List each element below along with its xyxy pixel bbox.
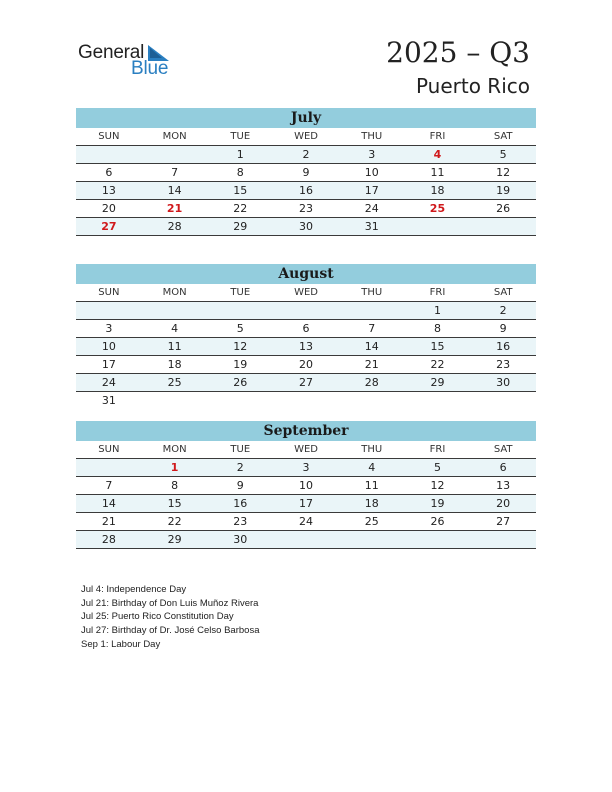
day-cell: 27 [101,220,117,233]
day-cell: 9 [302,166,310,179]
day-cell: 14 [364,340,379,353]
empty-day-cell [207,392,273,409]
day-cell: 9 [236,479,244,492]
week-row [76,459,536,477]
empty-day-cell [273,531,339,548]
week-row [76,392,536,409]
logo-text-general: General [78,42,145,63]
day-cell: 21 [364,358,379,371]
day-cell: 23 [496,358,511,371]
empty-day-cell [273,302,339,319]
page-title: 2025 – Q3 [386,36,530,69]
day-cell: 8 [171,479,179,492]
holiday-note: Sep 1: Labour Day [81,638,161,650]
day-cell: 28 [101,533,116,546]
day-cell: 1 [236,148,244,161]
empty-day-cell [142,302,208,319]
week-row [76,218,536,236]
empty-day-cell [470,218,536,235]
empty-day-cell [207,302,273,319]
empty-day-cell [339,392,405,409]
empty-day-cell [470,531,536,548]
day-cell: 9 [499,322,507,335]
day-cell: 16 [299,184,314,197]
day-cell: 26 [496,202,511,215]
day-cell: 30 [496,376,511,389]
empty-day-cell [339,302,405,319]
day-cell: 17 [299,497,314,510]
day-cell: 16 [496,340,511,353]
day-cell: 31 [101,394,116,407]
week-row [76,477,536,495]
day-cell: 21 [101,515,116,528]
day-cell: 22 [167,515,182,528]
day-cell: 25 [364,515,379,528]
weekday-label: FRI [429,287,446,298]
logo-text-blue: Blue [131,58,169,79]
weekday-header-row [76,284,536,302]
week-row [76,182,536,200]
day-cell: 6 [105,166,113,179]
day-cell: 3 [368,148,376,161]
generalblue-logo [78,42,178,82]
day-cell: 7 [105,479,113,492]
day-cell: 16 [233,497,248,510]
weekday-label: TUE [230,131,251,142]
empty-day-cell [470,392,536,409]
day-cell: 2 [302,148,310,161]
day-cell: 28 [167,220,182,233]
week-row [76,302,536,320]
day-cell: 15 [430,340,445,353]
weekday-header-row [76,441,536,459]
day-cell: 1 [170,461,179,474]
holiday-note: Jul 4: Independence Day [81,584,187,595]
weekday-label: WED [294,131,318,142]
weekday-label: WED [294,287,318,298]
day-cell: 3 [105,322,113,335]
day-cell: 1 [433,304,441,317]
day-cell: 14 [167,184,182,197]
day-cell: 4 [171,322,179,335]
page-subtitle: Puerto Rico [415,74,530,98]
day-cell: 10 [299,479,314,492]
day-cell: 2 [236,461,244,474]
day-cell: 21 [166,202,183,215]
empty-day-cell [405,531,471,548]
day-cell: 29 [167,533,182,546]
day-cell: 17 [364,184,379,197]
day-cell: 15 [167,497,182,510]
weekday-label: SAT [493,131,513,142]
empty-day-cell [405,218,471,235]
empty-day-cell [405,392,471,409]
weekday-label: TUE [230,444,251,455]
holiday-note: Jul 25: Puerto Rico Constitution Day [81,611,234,623]
day-cell: 22 [430,358,445,371]
day-cell: 13 [101,184,116,197]
day-cell: 26 [233,376,248,389]
day-cell: 28 [364,376,379,389]
day-cell: 19 [233,358,248,371]
week-row [76,374,536,392]
month-title: September [76,421,536,441]
week-row [76,338,536,356]
week-row [76,164,536,182]
day-cell: 22 [233,202,248,215]
week-row [76,531,536,549]
day-cell: 19 [430,497,445,510]
weekday-label: SUN [98,444,120,455]
day-cell: 29 [430,376,445,389]
day-cell: 12 [233,340,248,353]
weekday-label: WED [294,444,318,455]
holiday-note: Jul 27: Birthday of Dr. José Celso Barbosa [81,625,260,637]
day-cell: 11 [167,340,182,353]
day-cell: 29 [233,220,248,233]
day-cell: 5 [433,461,441,474]
weekday-label: THU [361,287,383,298]
weekday-label: MON [162,444,187,455]
day-cell: 19 [496,184,511,197]
day-cell: 11 [430,166,445,179]
day-cell: 6 [499,461,507,474]
month-calendar-july [76,108,536,236]
day-cell: 27 [496,515,511,528]
day-cell: 20 [299,358,314,371]
day-cell: 10 [101,340,116,353]
empty-day-cell [142,392,208,409]
day-cell: 8 [236,166,244,179]
day-cell: 5 [236,322,244,335]
day-cell: 10 [364,166,379,179]
day-cell: 4 [368,461,376,474]
day-cell: 17 [101,358,116,371]
weekday-label: MON [162,287,187,298]
weekday-label: THU [361,444,383,455]
weekday-header-row [76,128,536,146]
weekday-label: THU [361,131,383,142]
day-cell: 23 [233,515,248,528]
day-cell: 14 [101,497,116,510]
day-cell: 30 [299,220,314,233]
holiday-notes [81,583,259,652]
weekday-label: FRI [429,131,446,142]
day-cell: 24 [299,515,314,528]
empty-day-cell [339,531,405,548]
weekday-label: SAT [493,444,513,455]
empty-day-cell [76,302,142,319]
day-cell: 11 [364,479,379,492]
weekday-label: FRI [429,444,446,455]
empty-day-cell [76,146,142,163]
day-cell: 18 [430,184,445,197]
day-cell: 24 [364,202,379,215]
month-title: August [76,264,536,284]
day-cell: 18 [167,358,182,371]
day-cell: 26 [430,515,445,528]
day-cell: 24 [101,376,116,389]
weekday-label: TUE [230,287,251,298]
empty-day-cell [142,146,208,163]
day-cell: 6 [302,322,310,335]
day-cell: 13 [299,340,314,353]
day-cell: 2 [499,304,507,317]
day-cell: 30 [233,533,248,546]
day-cell: 20 [496,497,511,510]
weekday-label: SUN [98,131,120,142]
day-cell: 8 [433,322,441,335]
day-cell: 12 [430,479,445,492]
empty-day-cell [273,392,339,409]
week-row [76,513,536,531]
week-row [76,200,536,218]
week-row [76,495,536,513]
week-row [76,146,536,164]
holiday-note: Jul 21: Birthday of Don Luis Muñoz Rivera [81,597,259,609]
day-cell: 27 [299,376,314,389]
day-cell: 3 [302,461,310,474]
empty-day-cell [76,459,142,476]
day-cell: 18 [364,497,379,510]
day-cell: 23 [299,202,314,215]
month-title: July [76,108,536,128]
day-cell: 25 [429,202,446,215]
day-cell: 13 [496,479,511,492]
weekday-label: MON [162,131,187,142]
weekday-label: SAT [493,287,513,298]
day-cell: 15 [233,184,248,197]
day-cell: 7 [368,322,376,335]
month-calendar-september [76,421,536,549]
week-row [76,320,536,338]
week-row [76,356,536,374]
day-cell: 7 [171,166,179,179]
day-cell: 20 [101,202,116,215]
day-cell: 31 [364,220,379,233]
day-cell: 12 [496,166,511,179]
weekday-label: SUN [98,287,120,298]
day-cell: 4 [433,148,442,161]
day-cell: 5 [499,148,507,161]
day-cell: 25 [167,376,182,389]
month-calendar-august [76,264,536,409]
